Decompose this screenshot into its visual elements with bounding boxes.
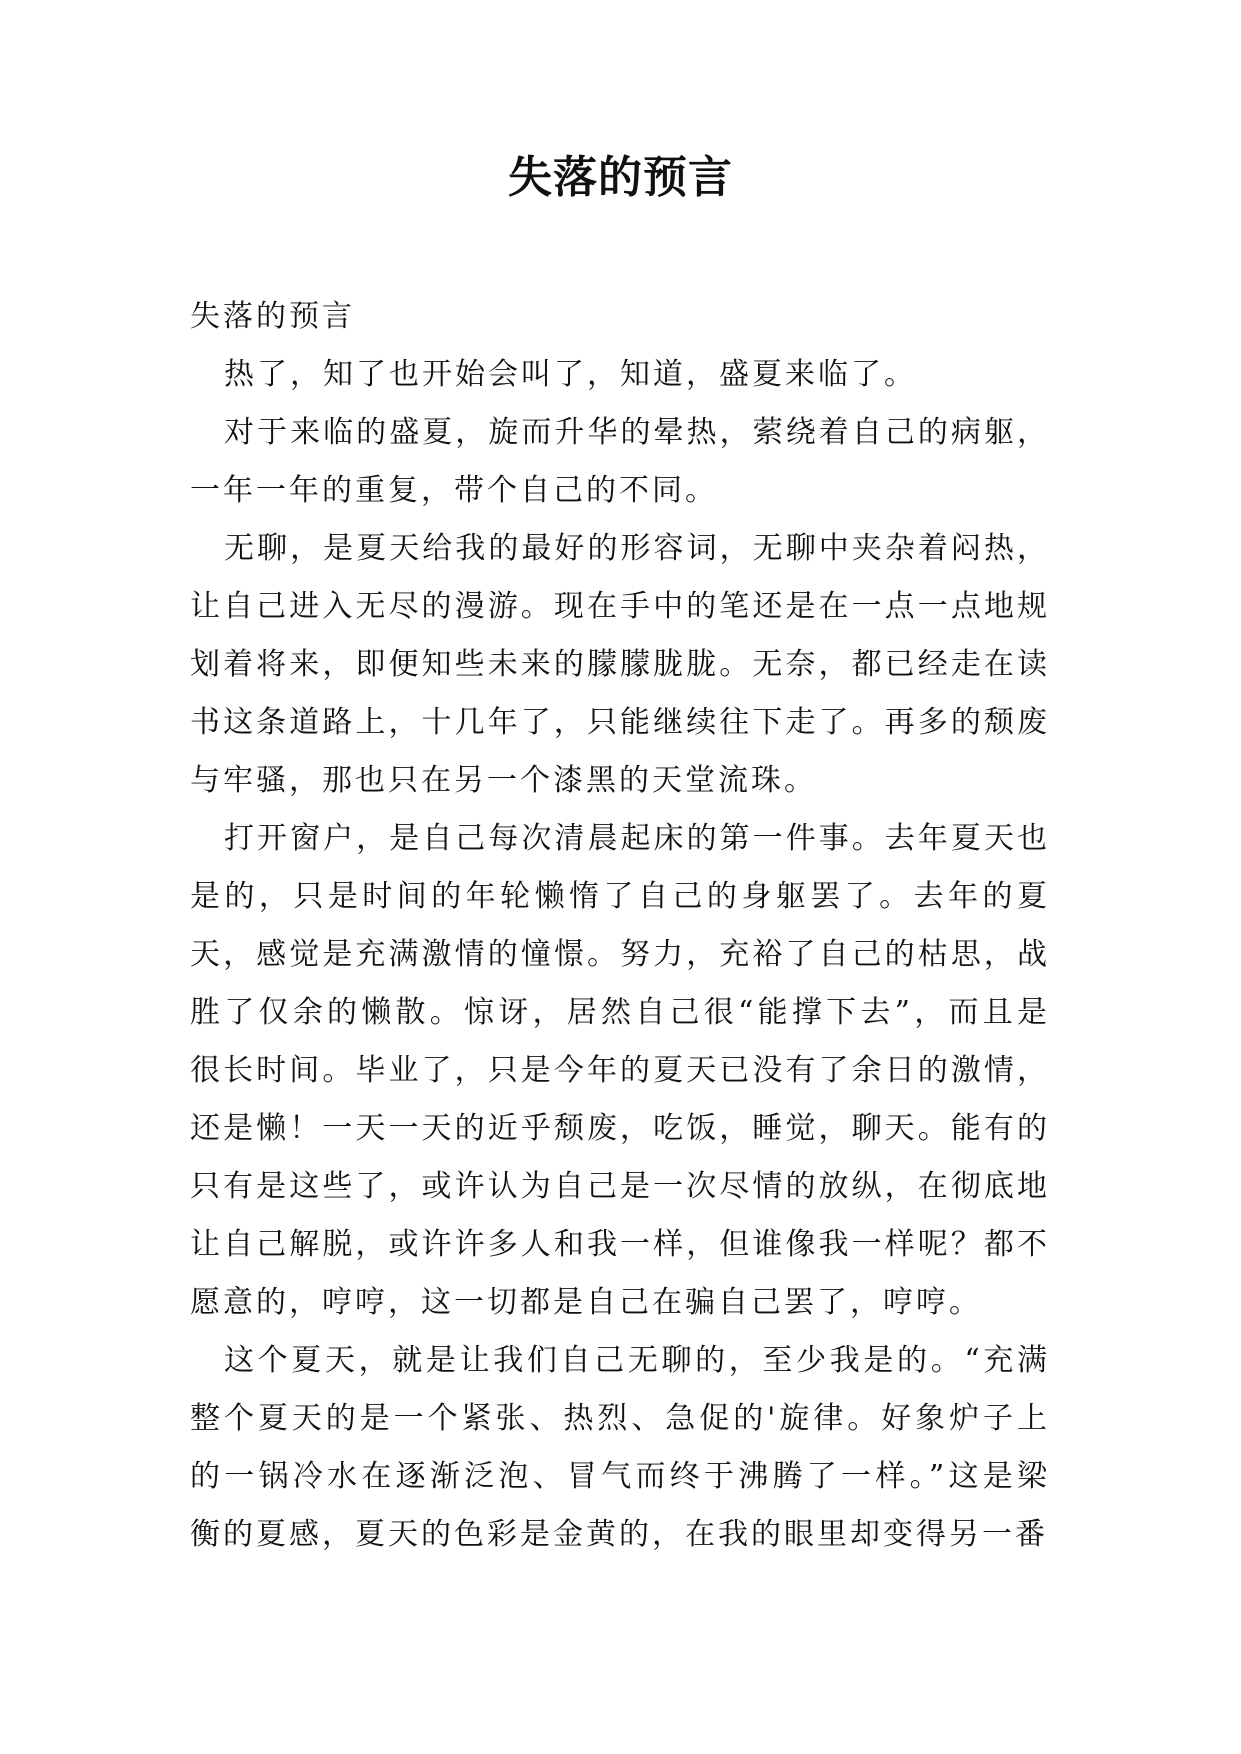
body-paragraph: 无聊，是夏天给我的最好的形容词，无聊中夹杂着闷热，让自己进入无尽的漫游。现在手中的笔还是在一点一点地规划着将来，即便知些未来的朦朦胧胧。无奈，都已经走在读书这条道路上，十几年了，只能继续往下走了。再多的颓废与牢骚，那也只在另一个漆黑的天堂流珠。 (190, 531, 1050, 798)
document-title: 失落的预言 (508, 152, 733, 203)
body-paragraph: 对于来临的盛夏，旋而升华的晕热，萦绕着自己的病躯，一年一年的重复，带个自己的不同。 (190, 415, 1050, 508)
document-body (190, 288, 1050, 1564)
body-paragraph: 打开窗户，是自己每次清晨起床的第一件事。去年夏天也是的，只是时间的年轮懒惰了自己的身躯罢了。去年的夏天，感觉是充满激情的憧憬。努力，充裕了自己的枯思，战胜了仅余的懒散。惊讶，居然自己很“能撑下去”，而且是很长时间。毕业了，只是今年的夏天已没有了余日的激情，还是懒！一天一天的近乎颓废，吃饭，睡觉，聊天。能有的只有是这些了，或许认为自己是一次尽情的放纵，在彻底地让自己解脱，或许许多人和我一样，但谁像我一样呢？都不愿意的，哼哼，这一切都是自己在骗自己罢了，哼哼。 (190, 821, 1050, 1320)
body-paragraph: 热了，知了也开始会叫了，知道，盛夏来临了。 (224, 357, 917, 392)
body-paragraph: 这个夏天，就是让我们自己无聊的，至少我是的。“充满整个夏天的是一个紧张、热烈、急促的'旋律。好象炉子上的一锅冷水在逐渐泛泡、冒气而终于沸腾了一样。”这是梁衡的夏感，夏天的色彩是金黄的，在我的眼里却变得另一番 (190, 1343, 1050, 1552)
body-heading: 失落的预言 (190, 299, 355, 334)
